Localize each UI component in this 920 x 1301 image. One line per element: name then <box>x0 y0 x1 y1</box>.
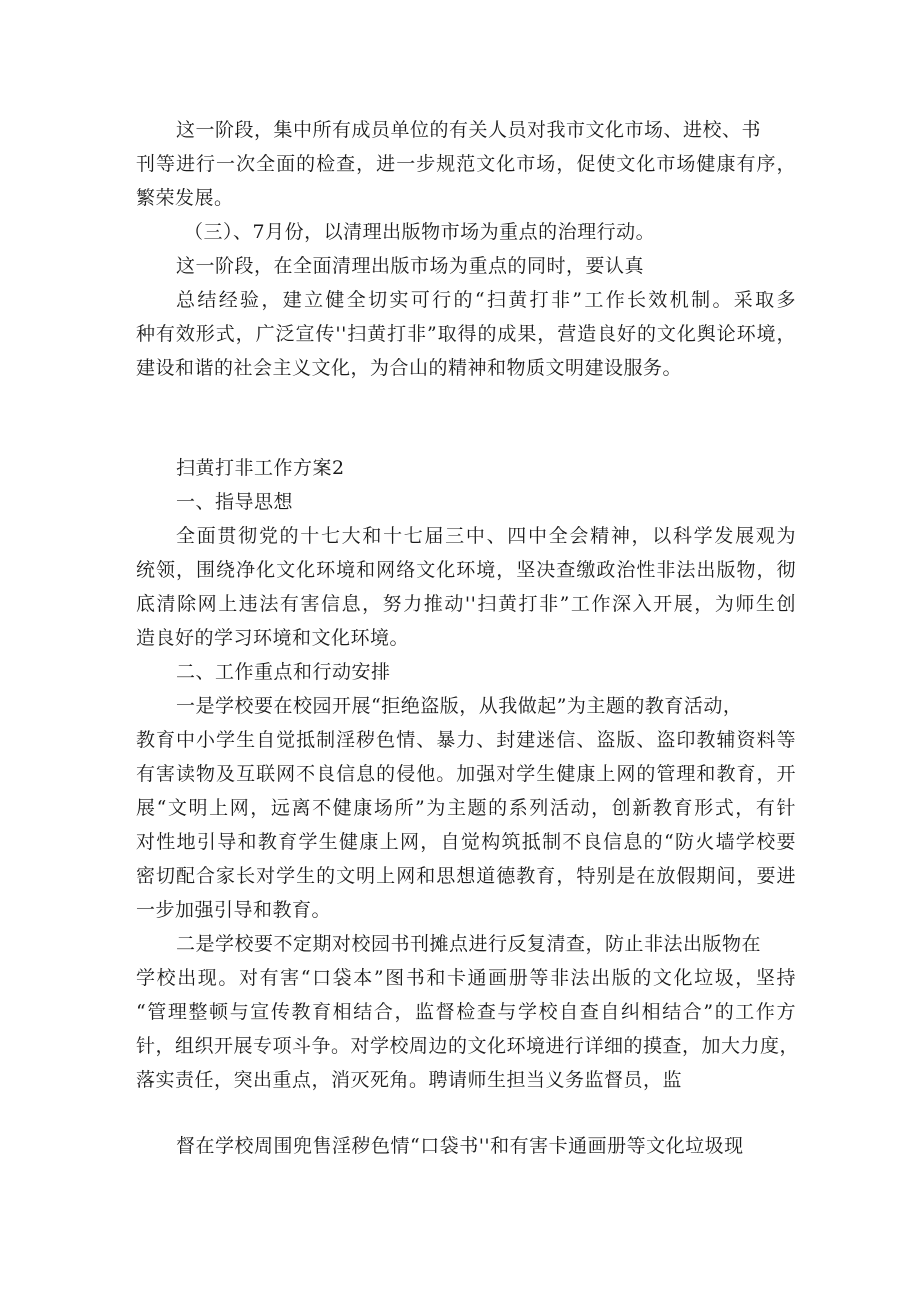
paragraph-line: 对性地引导和教育学生健康上网，自觉构筑抵制不良信息的“防火墙学校要 <box>136 831 796 853</box>
document-title: 扫黄打非工作方案2 <box>176 457 345 479</box>
paragraph-line: 一是学校要在校园开展“拒绝盗版，从我做起”为主题的教育活动， <box>176 695 743 717</box>
paragraph-line: 督在学校周围兜售淫秽色情“口袋书''和有害卡通画册等文化垃圾现 <box>176 1135 744 1157</box>
paragraph-line: 展“文明上网，远离不健康场所”为主题的系列活动，创新教育形式，有针 <box>136 797 796 819</box>
paragraph-line: 刊等进行一次全面的检查，进一步规范文化市场，促使文化市场健康有序， <box>136 153 796 175</box>
paragraph-line: 教育中小学生自觉抵制淫秽色情、暴力、封建迷信、盗版、盗印教辅资料等 <box>136 729 796 751</box>
paragraph-line: 这一阶段，在全面清理出版市场为重点的同时，要认真 <box>176 255 645 277</box>
paragraph-line: 建设和谐的社会主义文化，为合山的精神和物质文明建设服务。 <box>136 357 683 379</box>
paragraph-line: 种有效形式，广泛宣传''扫黄打非”取得的成果，营造良好的文化舆论环境， <box>136 323 796 345</box>
paragraph-line: “管理整顿与宣传教育相结合，监督检查与学校自查自纠相结合”的工作方 <box>136 1001 796 1023</box>
section-heading: 二、工作重点和行动安排 <box>176 661 391 683</box>
paragraph-line: 这一阶段，集中所有成员单位的有关人员对我市文化市场、进校、书 <box>176 119 762 141</box>
paragraph-line: 密切配合家长对学生的文明上网和思想道德教育，特别是在放假期间，要进 <box>136 865 796 887</box>
section-heading: （三）、7月份，以清理出版物市场为重点的治理行动。 <box>184 221 656 243</box>
paragraph-line: 有害读物及互联网不良信息的侵他。加强对学生健康上网的管理和教育，开 <box>136 763 796 785</box>
paragraph-line: 学校出现。对有害“口袋本”图书和卡通画册等非法出版的文化垃圾，坚持 <box>136 967 796 989</box>
paragraph-line: 底清除网上违法有害信息，努力推动''扫黄打非”工作深入开展，为师生创 <box>136 593 796 615</box>
section-heading: 一、指导思想 <box>176 491 294 513</box>
paragraph-line: 总结经验，建立健全切实可行的“扫黄打非”工作长效机制。采取多 <box>176 289 796 311</box>
paragraph-line: 一步加强引导和教育。 <box>136 899 332 921</box>
paragraph-line: 二是学校要不定期对校园书刊摊点进行反复清查，防止非法出版物在 <box>176 933 762 955</box>
paragraph-line: 繁荣发展。 <box>136 187 234 209</box>
paragraph-line: 针，组织开展专项斗争。对学校周边的文化环境进行详细的摸查，加大力度， <box>136 1035 800 1057</box>
paragraph-line: 统领，围绕净化文化环境和网络文化环境，坚决查缴政治性非法出版物，彻 <box>136 559 796 581</box>
paragraph-line: 落实责任，突出重点，消灭死角。聘请师生担当义务监督员，监 <box>136 1069 683 1091</box>
paragraph-line: 造良好的学习环境和文化环境。 <box>136 627 410 649</box>
paragraph-line: 全面贯彻党的十七大和十七届三中、四中全会精神，以科学发展观为 <box>176 525 796 547</box>
